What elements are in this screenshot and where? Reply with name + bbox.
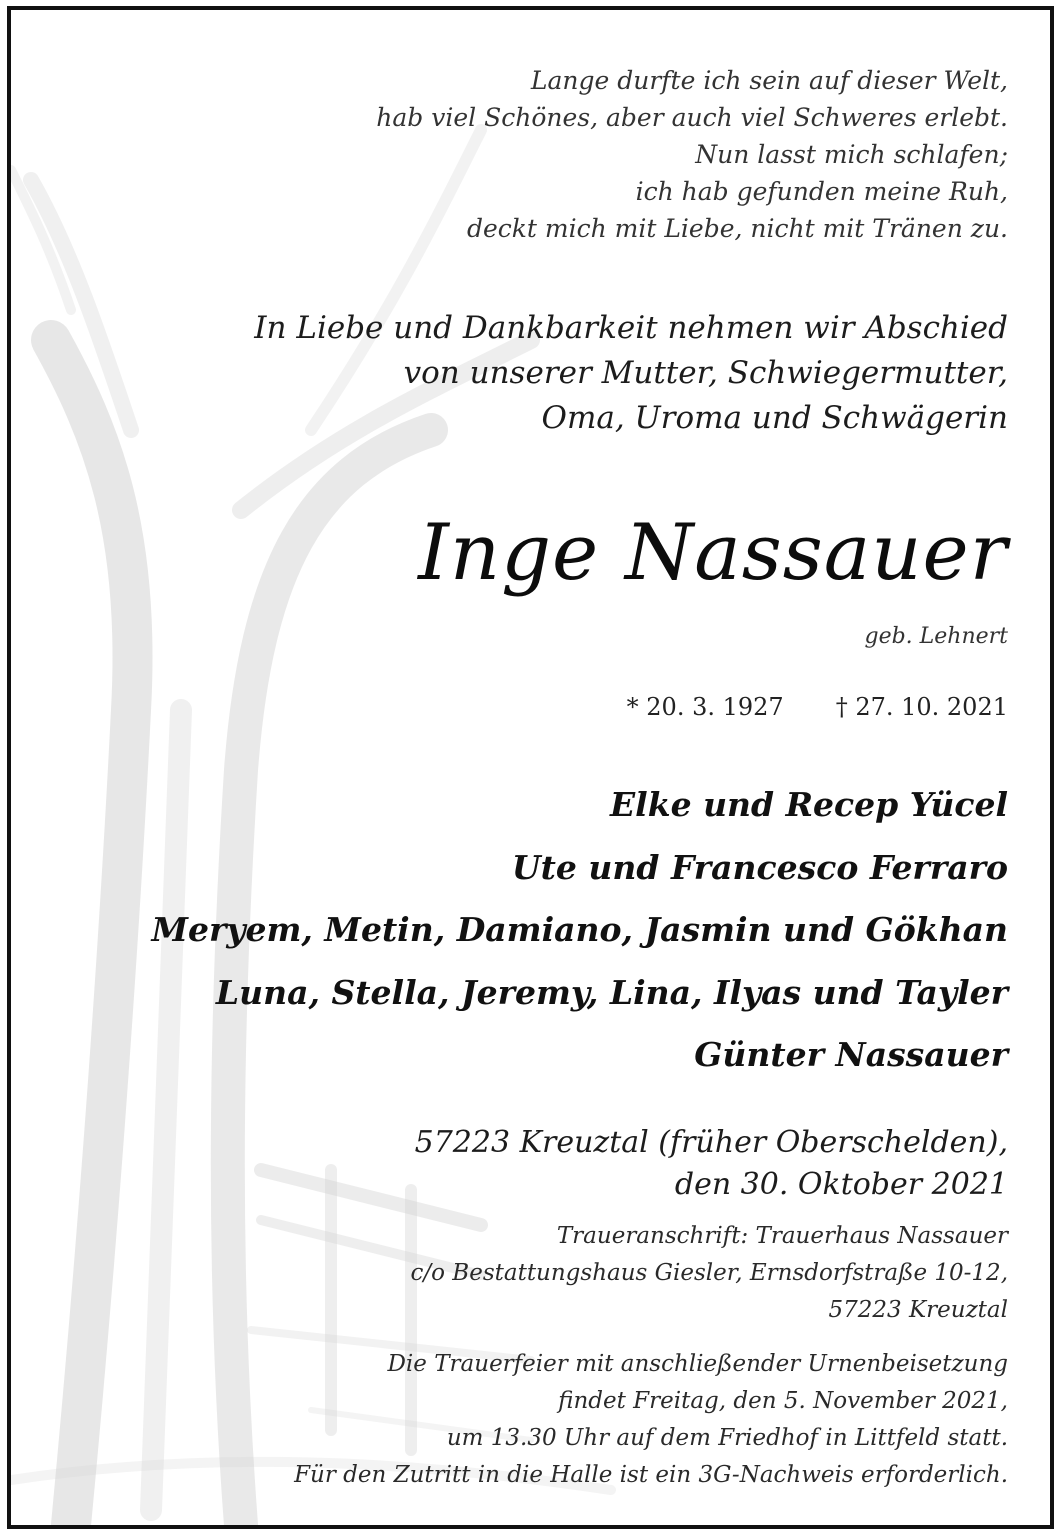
death-date: † 27. 10. 2021	[835, 693, 1008, 721]
poem-line: Lange durfte ich sein auf dieser Welt,	[530, 66, 1008, 95]
ceremony-line: um 13.30 Uhr auf dem Friedhof in Littfeld statt.	[446, 1425, 1008, 1451]
poem-line: deckt mich mit Liebe, nicht mit Tränen zu.	[466, 214, 1008, 243]
mourner-line: Elke und Recep Yücel	[610, 785, 1008, 824]
poem-line: hab viel Schönes, aber auch viel Schweres erlebt.	[376, 103, 1008, 132]
deceased-name: Inge Nassauer	[418, 508, 1008, 598]
mourner-line: Günter Nassauer	[694, 1035, 1008, 1074]
birth-name: geb. Lehnert	[864, 624, 1008, 649]
birth-date: * 20. 3. 1927	[626, 693, 784, 721]
place-and-date	[415, 1122, 1008, 1206]
ceremony-info	[294, 1346, 1008, 1494]
ceremony-line: findet Freitag, den 5. November 2021,	[558, 1388, 1008, 1414]
ceremony-line: Für den Zutritt in die Halle ist ein 3G-Nachweis erforderlich.	[294, 1462, 1008, 1488]
obituary-frame	[7, 6, 1054, 1529]
mourner-line: Meryem, Metin, Damiano, Jasmin und Gökhan	[151, 910, 1008, 949]
poem-line: ich hab gefunden meine Ruh,	[635, 177, 1008, 206]
mourners-list	[151, 774, 1008, 1087]
address-line: Traueranschrift: Trauerhaus Nassauer	[556, 1223, 1008, 1249]
life-dates	[627, 690, 1008, 724]
ceremony-line: Die Trauerfeier mit anschließender Urnenbeisetzung	[387, 1351, 1008, 1377]
address-line: 57223 Kreuztal	[828, 1297, 1008, 1323]
poem	[376, 62, 1008, 247]
mourner-line: Ute und Francesco Ferraro	[511, 847, 1008, 887]
mourning-address	[411, 1218, 1008, 1329]
address-line: c/o Bestattungshaus Giesler, Ernsdorfstraße 10-12,	[410, 1260, 1008, 1286]
date-line: den 30. Oktober 2021	[674, 1167, 1008, 1202]
poem-line: Nun lasst mich schlafen;	[695, 140, 1008, 169]
intro-line: In Liebe und Dankbarkeit nehmen wir Abschied	[254, 310, 1008, 346]
place-line: 57223 Kreuztal (früher Oberschelden),	[414, 1125, 1008, 1160]
intro-line: von unserer Mutter, Schwiegermutter,	[403, 355, 1008, 391]
farewell-intro	[254, 306, 1008, 441]
mourner-line: Luna, Stella, Jeremy, Lina, Ilyas und Tayler	[215, 972, 1008, 1012]
intro-line: Oma, Uroma und Schwägerin	[541, 400, 1008, 436]
